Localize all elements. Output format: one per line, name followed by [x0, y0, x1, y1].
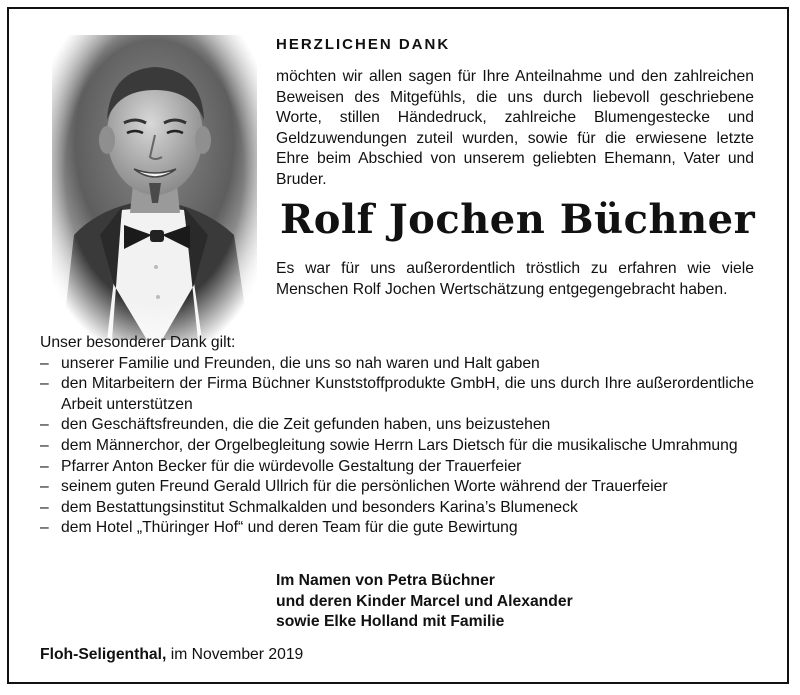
- list-item: – dem Bestattungsinstitut Schmalkalden und besonders Karina’s Blumeneck: [40, 498, 754, 519]
- dash-marker: –: [40, 436, 49, 454]
- thanks-intro: Unser besonderer Dank gilt:: [40, 334, 236, 351]
- list-item: – seinem guten Freund Gerald Ullrich für die persönlichen Worte während der Trauerfeier: [40, 477, 754, 498]
- followup-text: Es war für uns außerordentlich tröstlich zu erfahren wie viele Menschen Rolf Jochen Wertschätzung entgegengebracht haben.: [276, 260, 754, 298]
- dash-marker: –: [40, 354, 49, 372]
- dash-marker: –: [40, 478, 49, 496]
- signature-line: sowie Elke Holland mit Familie: [276, 613, 505, 631]
- place-date: [40, 646, 303, 664]
- portrait-illustration: [52, 35, 257, 340]
- intro-text: möchten wir allen sagen für Ihre Anteilnahme und den zahlreichen Beweisen des Mitgefühls, die uns durch liebevoll geschriebene Worte, stillen Händedruck, zahlreiche Blumengestecke und Geldzuwendungen zuteil wurden, sowie für die erwiesene letzte Ehre beim Abschied von unserem geliebten Ehemann, Vater und Bruder.: [276, 68, 754, 188]
- list-item: – unserer Familie und Freunden, die uns so nah waren und Halt gaben: [40, 354, 754, 375]
- deceased-name: Rolf Jochen Büchner: [280, 196, 756, 243]
- list-item: – dem Männerchor, der Orgelbegleitung sowie Herrn Lars Dietsch für die musikalische Umrahmung: [40, 436, 754, 457]
- dash-marker: –: [40, 416, 49, 434]
- notice-date: im November 2019: [170, 646, 304, 663]
- list-item: – Pfarrer Anton Becker für die würdevolle Gestaltung der Trauerfeier: [40, 457, 754, 478]
- list-item: – dem Hotel „Thüringer Hof“ und deren Team für die gute Bewirtung: [40, 518, 754, 539]
- place-name: Floh-Seligenthal,: [40, 646, 167, 663]
- signature-line: Im Namen von Petra Büchner: [276, 572, 495, 589]
- heading-thanks: HERZLICHEN DANK: [276, 36, 451, 53]
- list-item: – den Geschäftsfreunden, die die Zeit gefunden haben, uns beizustehen: [40, 415, 754, 436]
- thanks-list: [40, 354, 754, 539]
- signature-line: und deren Kinder Marcel und Alexander: [276, 592, 573, 610]
- list-item: – den Mitarbeitern der Firma Büchner Kunststoffprodukte GmbH, die uns durch Ihre außerordentliche Arbeit unterstützen: [40, 375, 754, 413]
- dash-marker: –: [40, 519, 49, 537]
- portrait-photo: [52, 35, 257, 340]
- signature-block: [276, 571, 573, 633]
- dash-marker: –: [40, 375, 49, 393]
- special-thanks-section: [40, 333, 754, 539]
- dash-marker: –: [40, 498, 49, 516]
- dash-marker: –: [40, 457, 49, 475]
